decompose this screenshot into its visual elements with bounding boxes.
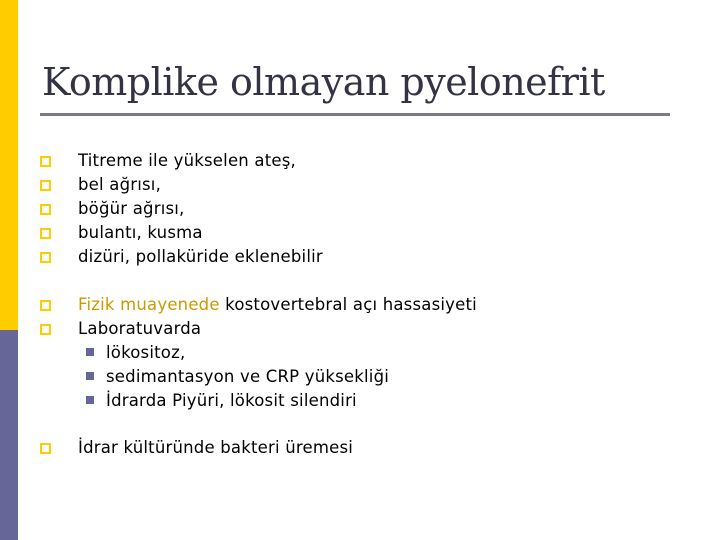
- square-sub-bullet-icon: [86, 372, 94, 380]
- sub-bullet-item-1: [0, 342, 720, 366]
- square-bullet-icon: [40, 156, 51, 167]
- bullet-text: Laboratuvarda: [78, 319, 202, 338]
- highlight-text: Fizik muayenede: [78, 295, 220, 314]
- bullet-item-lab: [0, 318, 720, 342]
- bullet-text: bulantı, kusma: [78, 223, 203, 242]
- bullet-text: böğür ağrısı,: [78, 199, 185, 218]
- sub-bullet-text: sedimantasyon ve CRP yüksekliği: [106, 367, 390, 386]
- sub-bullet-text: lökositoz,: [106, 343, 186, 362]
- square-sub-bullet-icon: [86, 348, 94, 356]
- bullet-item-symptom-2: [0, 174, 720, 198]
- exam-rest-text: kostovertebral açı hassasiyeti: [219, 295, 477, 314]
- bullet-item-culture: [0, 437, 720, 461]
- square-bullet-icon: [40, 324, 51, 335]
- bullet-item-symptom-1: [0, 150, 720, 174]
- bullet-text: [78, 294, 477, 316]
- bullet-item-symptom-3: [0, 198, 720, 222]
- bullet-item-exam: [0, 294, 720, 318]
- square-bullet-icon: [40, 252, 51, 263]
- square-bullet-icon: [40, 180, 51, 191]
- square-bullet-icon: [40, 204, 51, 215]
- sub-bullet-item-2: [0, 366, 720, 390]
- sub-bullet-item-3: [0, 390, 720, 414]
- bullet-text: bel ağrısı,: [78, 175, 162, 194]
- bullet-text: Titreme ile yükselen ateş,: [78, 151, 296, 170]
- bullet-text: İdrar kültüründe bakteri üremesi: [78, 438, 354, 457]
- bullet-item-symptom-4: [0, 222, 720, 246]
- square-bullet-icon: [40, 443, 51, 454]
- slide-title: Komplike olmayan pyelonefrit: [42, 60, 605, 104]
- square-bullet-icon: [40, 228, 51, 239]
- sub-bullet-text: İdrarda Piyüri, lökosit silendiri: [106, 391, 357, 410]
- square-sub-bullet-icon: [86, 396, 94, 404]
- bullet-item-symptom-5: [0, 246, 720, 270]
- square-bullet-icon: [40, 300, 51, 311]
- bullet-text: dizüri, pollaküride eklenebilir: [78, 247, 323, 266]
